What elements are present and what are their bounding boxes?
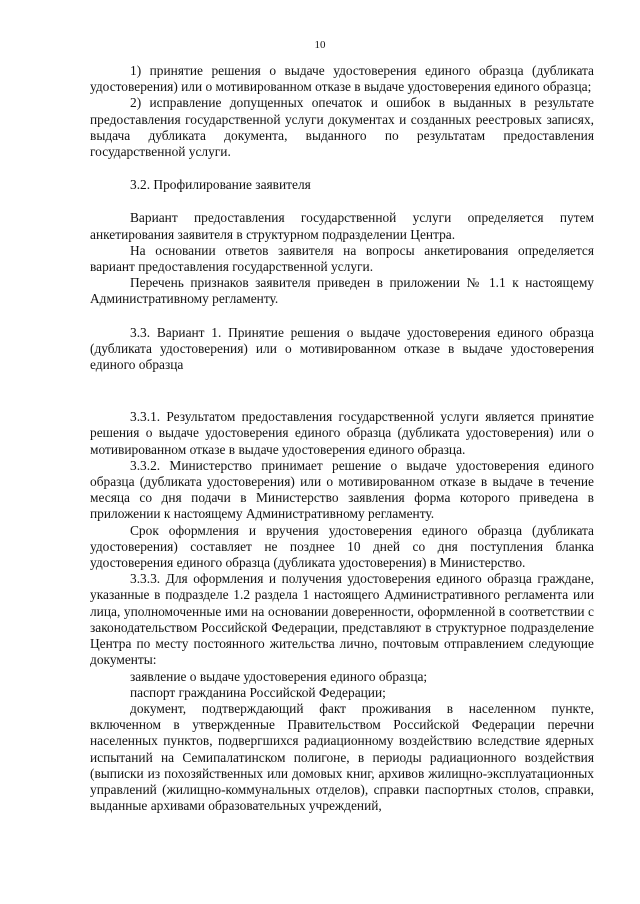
page-number: 10 — [314, 39, 326, 51]
list-item-1: 1) принятие решения о выдаче удостоверения единого образца (дубликата удостоверения) или о мотивированном отказе в выдаче удостоверения единого образца; — [90, 63, 594, 95]
paragraph-3-3-3: 3.3.3. Для оформления и получения удостоверения единого образца граждане, указанные в подразделе 1.2 раздела 1 настоящего Административного регламента или лица, уполномоченные ими на основании доверенности, оформленной в соответствии с законодательством Российской Федерации, представляют в структурное подразделение Центра по месту постоянного жительства лично, почтовым отправлением следующие документы: — [90, 571, 594, 668]
paragraph-applicant-features: Перечень признаков заявителя приведен в приложении № 1.1 к настоящему Административному регламенту. — [90, 275, 594, 307]
section-heading-3-3: 3.3. Вариант 1. Принятие решения о выдаче удостоверения единого образца (дубликата удостоверения) или о мотивированном отказе в выдаче удостоверения единого образца — [90, 324, 594, 373]
paragraph-questionnaire: На основании ответов заявителя на вопросы анкетирования определяется вариант предоставления государственной услуги. — [90, 242, 594, 275]
paragraph-variant-determination: Вариант предоставления государственной услуги определяется путем анкетирования заявителя в структурном подразделении Центра. — [90, 210, 594, 242]
paragraph-3-3-2: 3.3.2. Министерство принимает решение о выдаче удостоверения единого образца (дубликата удостоверения) или о мотивированном отказе в выдаче в течение месяца со дня подачи в Министерство заявления форма которого приведена в приложении к настоящему Административному регламенту. — [90, 457, 594, 522]
list-item-2: 2) исправление допущенных опечаток и ошибок в выданных в результате предоставления государственной услуги документах и созданных реестровых записях, выдача дубликата документа, выданного по результатам предоставления государственной услуги. — [90, 95, 594, 160]
paragraph-issue-term: Срок оформления и вручения удостоверения единого образца (дубликата удостоверения) составляет не позднее 10 дней со дня поступления бланка удостоверения единого образца (дубликата удостоверения) в Министерство. — [90, 522, 594, 571]
document-body — [90, 63, 594, 814]
document-list-item-residence-proof: документ, подтверждающий факт проживания в населенном пункте, включенном в утвержденные Правительством Российской Федерации перечни населенных пунктов, подвергшихся радиационному воздействию вследствие ядерных испытаний на Семипалатинском полигоне, в периоды радиационного воздействия (выписки из похозяйственных или домовых книг, архивов жилищно-эксплуатационных управлений (жилищно-коммунальных отделов), справки паспортных столов, справки, выданные архивами образовательных учреждений, — [90, 700, 594, 814]
section-heading-3-2: 3.2. Профилирование заявителя — [130, 177, 311, 193]
paragraph-3-3-1: 3.3.1. Результатом предоставления государственной услуги является принятие решения о выдаче удостоверения единого образца (дубликата удостоверения) или о мотивированном отказе в выдаче удостоверения единого образца. — [90, 409, 594, 457]
document-list-item-application: заявление о выдаче удостоверения единого образца; — [130, 668, 428, 684]
document-list-item-passport: паспорт гражданина Российской Федерации; — [130, 684, 386, 700]
